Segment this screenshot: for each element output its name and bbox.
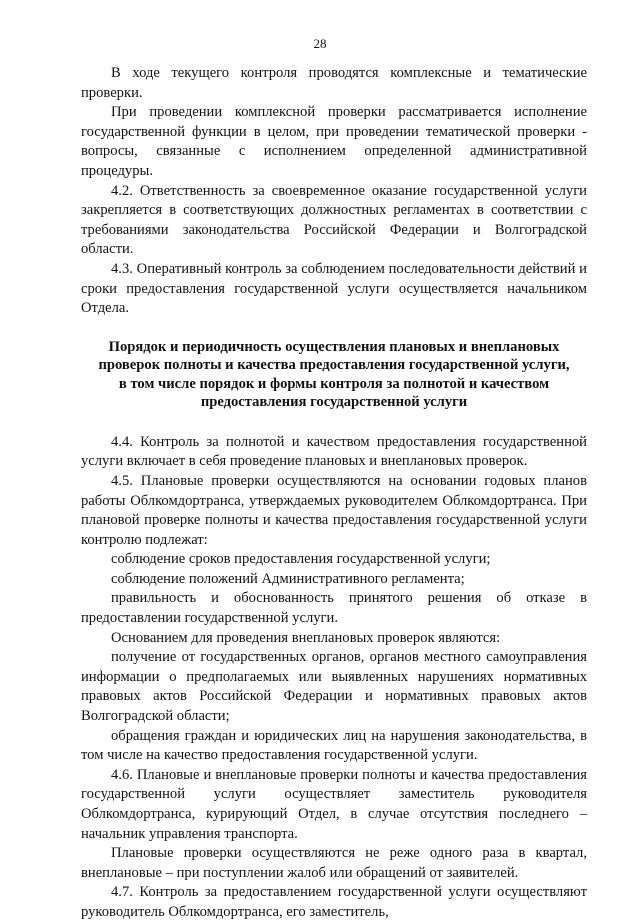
list-item: обращения граждан и юридических лиц на нарушения законодательства, в том числе на качество предоставления государственной услуги.: [81, 727, 587, 764]
paragraph: При проведении комплексной проверки рассматривается исполнение государственной функции в целом, при проведении тематической проверки - вопросы, связанные с исполнением определенной административной процедуры.: [81, 104, 587, 179]
paragraph: 4.4. Контроль за полнотой и качеством предоставления государственной услуги включает в себя проведение плановых и внеплановых проверок.: [81, 433, 587, 470]
heading-line: в том числе порядок и формы контроля за полнотой и качеством: [118, 375, 550, 392]
paragraph: Плановые проверки осуществляются не реже одного раза в квартал, внеплановые – при поступлении жалоб или обращений от заявителей.: [81, 845, 587, 881]
paragraph: 4.7. Контроль за предоставлением государственной услуги осуществляют руководитель Облкомдортранса, его заместитель,: [81, 884, 587, 920]
heading-line: предоставления государственной услуги: [200, 394, 468, 411]
list-item: соблюдение сроков предоставления государственной услуги;: [111, 551, 491, 568]
page-number: 28: [313, 36, 327, 51]
paragraph: Основанием для проведения внеплановых проверок являются:: [111, 629, 501, 646]
paragraph: В ходе текущего контроля проводятся комплексные и тематические проверки.: [81, 65, 587, 101]
paragraph: 4.5. Плановые проверки осуществляются на основании годовых планов работы Облкомдортранса, утверждаемых руководителем Облкомдортранса. При плановой проверке полноты и качества предоставления государственной услуги контролю подлежат:: [81, 472, 587, 548]
paragraph: 4.3. Оперативный контроль за соблюдением последовательности действий и сроки предоставления государственной услуги осуществляется начальником Отдела.: [81, 260, 587, 317]
list-item: получение от государственных органов, органов местного самоуправления информации о предполагаемых или выявленных нарушениях нормативных правовых актов Российской Федерации и нормативных правовых актов Волгоградской области;: [81, 649, 587, 725]
heading-line: Порядок и периодичность осуществления плановых и внеплановых: [108, 338, 560, 355]
heading-line: проверок полноты и качества предоставления государственной услуги,: [98, 357, 570, 374]
paragraph: 4.6. Плановые и внеплановые проверки полноты и качества предоставления государственной услуги осуществляет заместитель руководителя Облкомдортранса, курирующий Отдел, в случае отсутствия последнего – начальник управления транспорта.: [81, 766, 587, 842]
document-body: [81, 64, 587, 923]
list-item: соблюдение положений Административного регламента;: [111, 570, 465, 587]
paragraph: 4.2. Ответственность за своевременное оказание государственной услуги закрепляется в соответствующих должностных регламентах в соответствии с требованиями законодательства Российской Федерации и Волгоградской области.: [81, 182, 587, 258]
section-heading: [81, 338, 587, 412]
list-item: правильность и обоснованность принятого решения об отказе в предоставлении государственной услуги.: [81, 590, 587, 627]
